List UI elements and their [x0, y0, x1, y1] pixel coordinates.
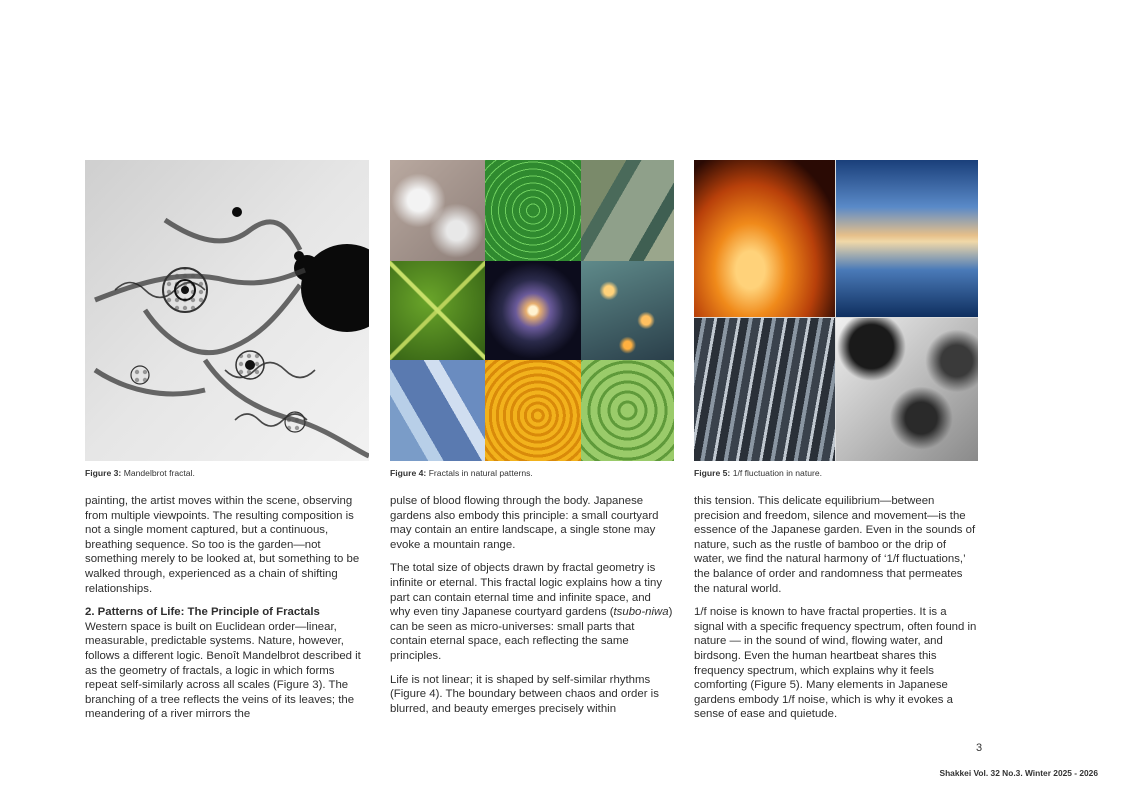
tsubo-niwa-term: tsubo-niwa	[613, 606, 669, 619]
col3-paragraph-2: 1/f noise is known to have fractal properties. It is a signal with a specific frequency spectrum, often found in nature — in the sound of wind, flowing water, and birdsong. Even the human heartbeat shares this frequency spectrum, which explains why it feels comforting (Figure 5). Many elements in Japanese gardens embody 1/f noise, which is why it evokes a sense of ease and quietude.	[694, 606, 977, 721]
mandelbrot-fractal-image	[85, 160, 369, 461]
figure-4-label: Figure 4:	[390, 468, 427, 478]
succulent-spiral-image	[581, 360, 674, 461]
figure-3-label: Figure 3:	[85, 468, 122, 478]
col2-paragraph-2-part-a: The total size of objects drawn by fractal geometry is infinite or eternal. This fractal logic explains how a tiny part can contain eternal time and infinite space, and why even tiny Japanese courtyard gardens (	[390, 562, 663, 619]
col2-paragraph-1: pulse of blood flowing through the body. Japanese gardens also embody this principle: a small courtyard may contain an entire landscape, a single stone may evoke a mountain range.	[390, 495, 659, 551]
column-2-body	[390, 494, 674, 716]
column-1-body	[85, 494, 369, 722]
leaf-veins-image	[390, 261, 485, 360]
figure-4-caption	[390, 468, 674, 482]
column-1	[85, 160, 369, 731]
spiral-galaxy-image	[485, 261, 581, 360]
sky-reflection-image	[836, 160, 978, 317]
flames-image	[694, 160, 835, 317]
river-delta-image	[581, 160, 674, 261]
spiderweb-image	[485, 160, 581, 261]
figure-5-text: 1/f fluctuation in nature.	[732, 468, 823, 478]
page-number: 3	[976, 742, 983, 754]
figure-3-mandelbrot-image	[85, 160, 369, 461]
figure-5-fluctuation-grid	[694, 160, 978, 461]
figure-5-caption	[694, 468, 978, 482]
column-3-body	[694, 494, 978, 722]
col2-paragraph-3: Life is not linear; it is shaped by self-similar rhythms (Figure 4). The boundary between chaos and order is blurred, and beauty emerges precisely within	[390, 673, 659, 715]
col2-paragraph-2-part-b: ) can be seen as micro-universes: small parts that contain eternal space, each reflecting the same principles.	[390, 606, 673, 662]
figure-3-text: Mandelbrot fractal.	[123, 468, 195, 478]
figure-3-caption	[85, 468, 369, 482]
journal-footer: Shakkei Vol. 32 No.3. Winter 2025 - 2026	[939, 768, 1098, 778]
frost-branches-image	[390, 160, 485, 261]
column-3	[694, 160, 978, 731]
water-ripples-image	[694, 318, 835, 461]
figure-4-natural-patterns-grid	[390, 160, 674, 461]
leaf-shadows-image	[836, 318, 978, 461]
col3-paragraph-1: this tension. This delicate equilibrium—between precision and freedom, silence and movement—is the essence of the Japanese garden. Even in the sounds of nature, such as the rustle of bamboo or the drip of water, we find the natural harmony of ‘1/f fluctuations,’ the balance of order and randomness that permeates the natural world.	[694, 495, 976, 595]
ice-crystals-image	[390, 360, 485, 461]
col2-paragraph-2	[390, 561, 674, 663]
col1-paragraph-1: painting, the artist moves within the scene, observing from multiple viewpoints. The resulting composition is not a single moment captured, but a continuous, breathing sequence. So too is the garden—not something merely to be looked at, but something to be walked through, experienced as a chain of shifting relationships.	[85, 495, 360, 595]
col1-paragraph-2: Western space is built on Euclidean order—linear, measurable, predictable systems. Nature, however, follows a different logic. Benoît Mandelbrot described it as the geometry of fractals, a logic in which forms repeat self-similarly across all scales (Figure 3). The branching of a tree reflects the veins of its leaves; the meandering of a river mirrors the	[85, 620, 361, 721]
figure-4-text: Fractals in natural patterns.	[428, 468, 533, 478]
figure-5-label: Figure 5:	[694, 468, 731, 478]
sunflower-spiral-image	[485, 360, 581, 461]
section-heading-fractals: 2. Patterns of Life: The Principle of Fractals	[85, 606, 320, 619]
column-2	[390, 160, 674, 725]
neurons-image	[581, 261, 674, 360]
